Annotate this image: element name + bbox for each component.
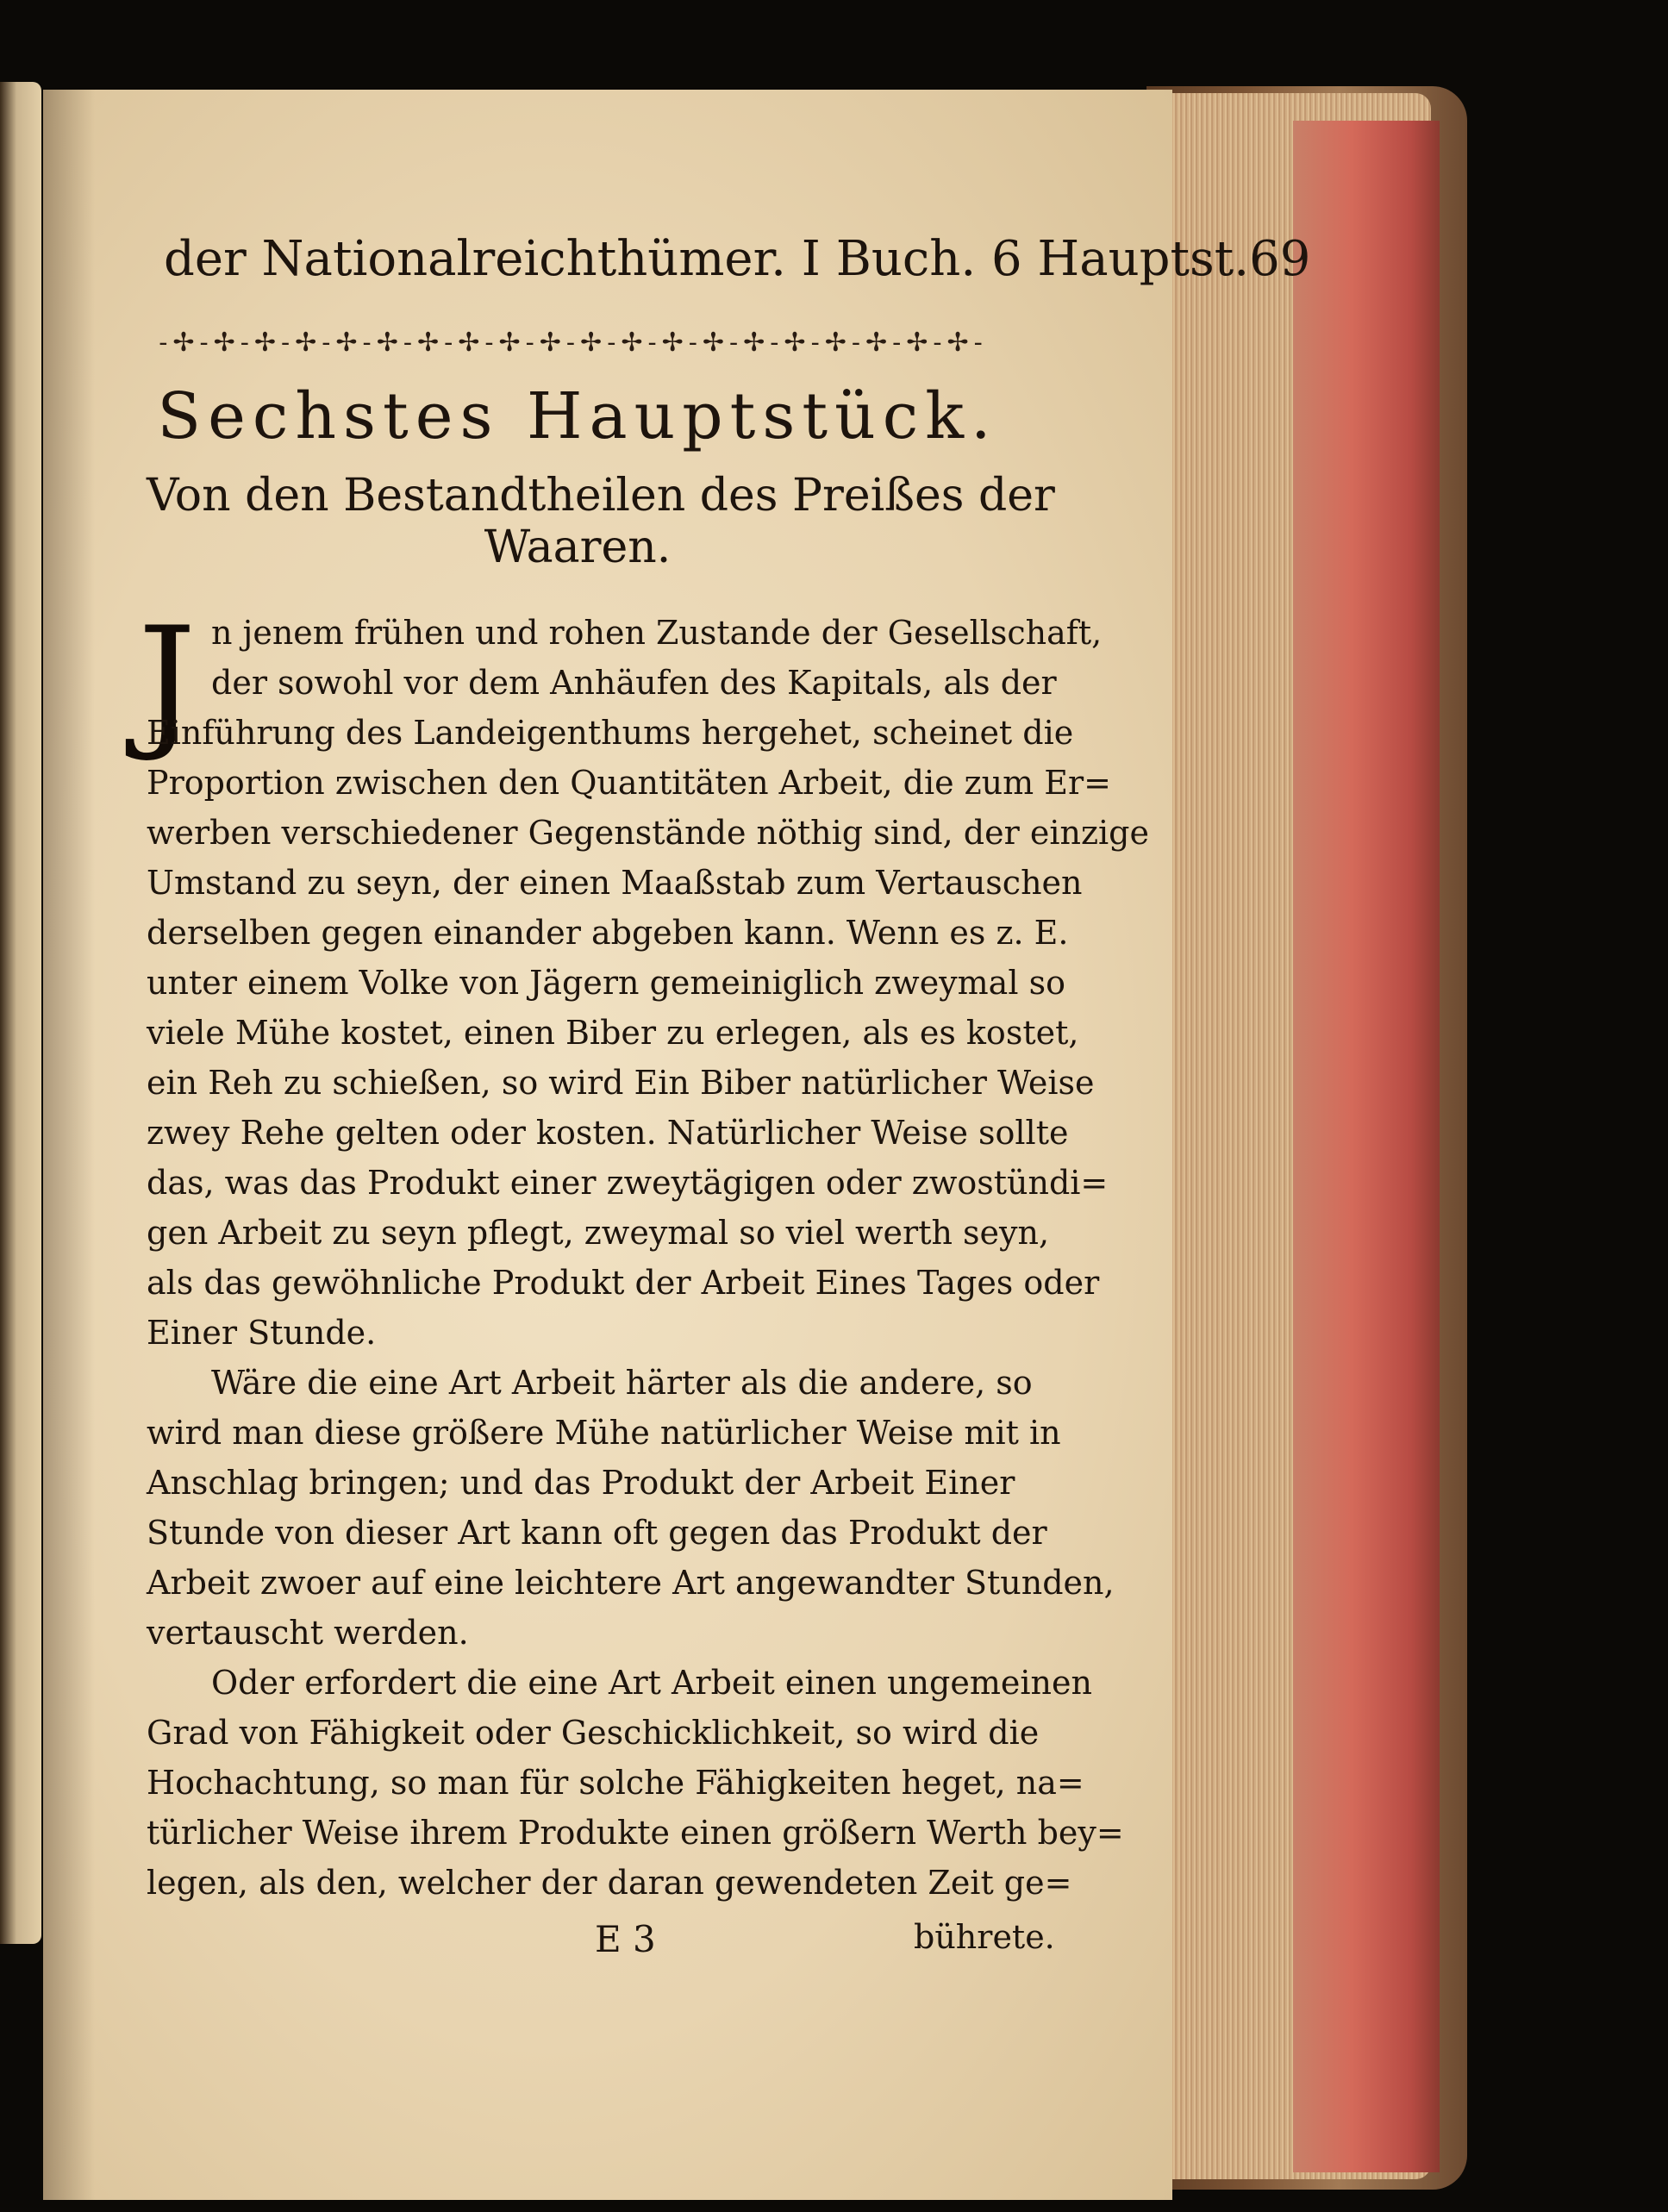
text-line: vertauscht werden. (147, 1614, 469, 1652)
text-line: Anschlag bringen; und das Produkt der Arbeit Einer (147, 1464, 1015, 1502)
text-line: zwey Rehe gelten oder kosten. Natürlicher Weise sollte (147, 1114, 1069, 1152)
text-line: Wäre die eine Art Arbeit härter als die andere, so (211, 1364, 1033, 1402)
running-title: der Nationalreichthümer. I Buch. 6 Hauptst. (164, 231, 1250, 287)
text-line: das, was das Produkt einer zweytägigen oder zwostündi= (147, 1164, 1109, 1202)
text-line: ein Reh zu schießen, so wird Ein Biber natürlicher Weise (147, 1064, 1095, 1102)
page-signature: E 3 (595, 1918, 656, 1960)
text-line: Oder erfordert die eine Art Arbeit einen ungemeinen (211, 1664, 1092, 1702)
ornamental-rule: -✢-✢-✢-✢-✢-✢-✢-✢-✢-✢-✢-✢-✢-✢-✢-✢-✢-✢-✢-✢- (159, 328, 988, 357)
chapter-title: Sechstes Hauptstück. (157, 379, 998, 453)
text-line: legen, als den, welcher der daran gewendeten Zeit ge= (147, 1864, 1072, 1902)
text-line: türlicher Weise ihrem Produkte einen größern Werth bey= (147, 1814, 1124, 1852)
text-line: n jenem frühen und rohen Zustande der Gesellschaft, (211, 614, 1103, 652)
red-page-edge (1293, 121, 1440, 2172)
text-line: Proportion zwischen den Quantitäten Arbeit, die zum Er= (147, 764, 1112, 802)
text-line: derselben gegen einander abgeben kann. Wenn es z. E. (147, 914, 1069, 952)
drop-cap: J (138, 596, 197, 765)
text-line: Umstand zu seyn, der einen Maaßstab zum Vertauschen (147, 864, 1083, 902)
page-gutter-shadow (43, 90, 95, 2200)
text-line: als das gewöhnliche Produkt der Arbeit Eines Tages oder (147, 1264, 1100, 1302)
text-line: gen Arbeit zu seyn pflegt, zweymal so viel werth seyn, (147, 1214, 1050, 1252)
running-header (164, 231, 1311, 287)
catchword: bührete. (914, 1918, 1055, 1956)
text-line: Einer Stunde. (147, 1314, 377, 1352)
text-line: Arbeit zwoer auf eine leichtere Art angewandter Stunden, (147, 1564, 1115, 1602)
chapter-subtitle-line-2: Waaren. (484, 522, 672, 573)
left-page-edge (0, 82, 41, 1944)
text-line: unter einem Volke von Jägern gemeiniglich zweymal so (147, 964, 1065, 1002)
text-line: Grad von Fähigkeit oder Geschicklichkeit, so wird die (147, 1714, 1040, 1752)
text-line: wird man diese größere Mühe natürlicher Weise mit in (147, 1414, 1061, 1452)
text-line: Hochachtung, so man für solche Fähigkeiten heget, na= (147, 1764, 1084, 1802)
text-line: werben verschiedener Gegenstände nöthig sind, der einzige (147, 814, 1149, 852)
text-line: Einführung des Landeigenthums hergehet, scheinet die (147, 714, 1074, 752)
text-line: Stunde von dieser Art kann oft gegen das Produkt der (147, 1514, 1047, 1552)
chapter-subtitle-line-1: Von den Bestandtheilen des Preißes der (147, 470, 1055, 522)
text-line: viele Mühe kostet, einen Biber zu erlegen, als es kostet, (147, 1014, 1079, 1052)
page-number: 69 (1249, 231, 1311, 287)
text-line: der sowohl vor dem Anhäufen des Kapitals, als der (211, 664, 1057, 702)
